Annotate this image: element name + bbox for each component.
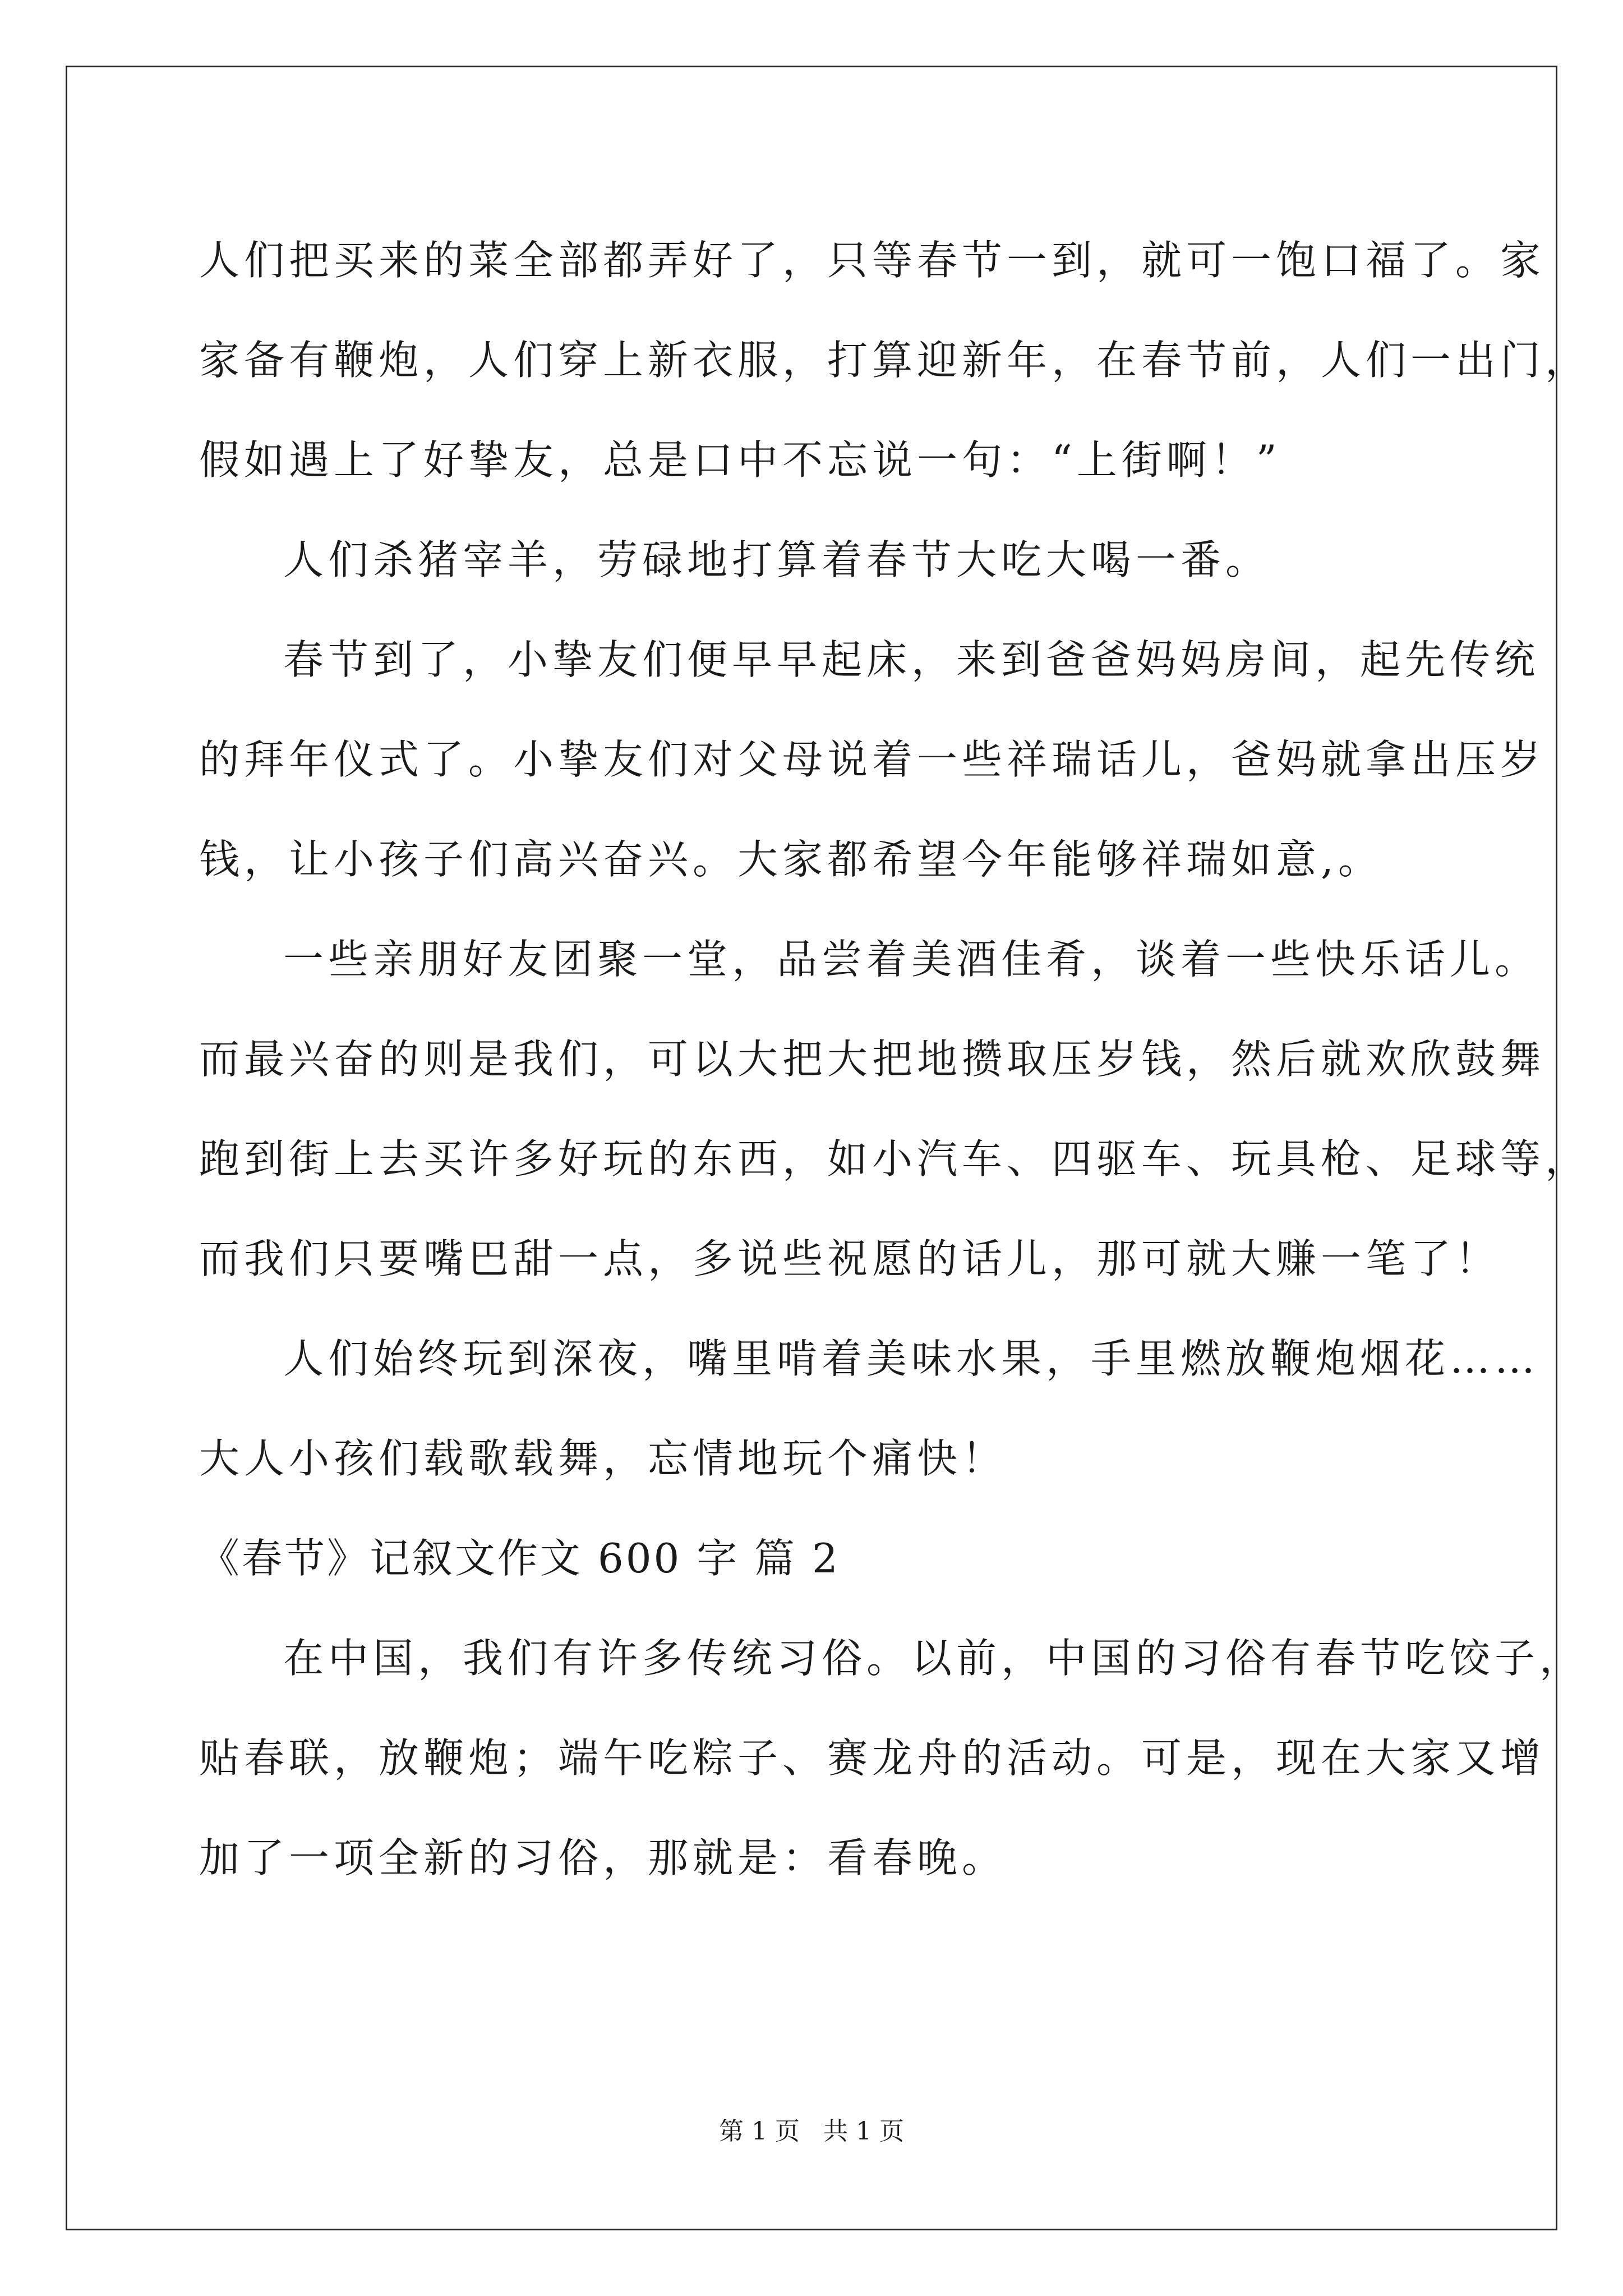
- text-line-15: 在中国，我们有许多传统习俗。以前，中国的习俗有春节吃饺子，: [283, 1635, 1585, 1682]
- text-line-10: 跑到街上去买许多好玩的东西，如小汽车、四驱车、玩具枪、足球等，: [199, 1135, 1590, 1182]
- text-line-1: 人们把买来的菜全部都弄好了，只等春节一到，就可一饱口福了。家: [199, 237, 1546, 284]
- text-line-12: 人们始终玩到深夜，嘴里啃着美味水果，手里燃放鞭炮烟花……: [283, 1335, 1540, 1382]
- page-footer: [0, 2115, 1623, 2148]
- section-heading: 《春节》记叙文作文 600 字 篇 2: [199, 1535, 840, 1582]
- text-line-9: 而最兴奋的则是我们，可以大把大把地攒取压岁钱，然后就欢欣鼓舞: [199, 1036, 1546, 1083]
- text-line-7: 钱，让小孩子们高兴奋兴。大家都希望今年能够祥瑞如意,。: [199, 836, 1383, 883]
- page-number-total: 共 1 页: [823, 2117, 904, 2146]
- text-line-16: 贴春联，放鞭炮；端午吃粽子、赛龙舟的活动。可是，现在大家又增: [199, 1734, 1546, 1782]
- text-line-4: 人们杀猪宰羊，劳碌地打算着春节大吃大喝一番。: [283, 536, 1271, 583]
- text-line-13: 大人小孩们载歌载舞，忘情地玩个痛快！: [199, 1435, 1007, 1482]
- document-body: [199, 210, 1590, 1908]
- text-line-3: 假如遇上了好挚友，总是口中不忘说一句：“上街啊！”: [199, 436, 1281, 484]
- text-line-6: 的拜年仪式了。小挚友们对父母说着一些祥瑞话儿，爸妈就拿出压岁: [199, 736, 1546, 783]
- text-line-8: 一些亲朋好友团聚一堂，品尝着美酒佳肴，谈着一些快乐话儿。: [283, 936, 1540, 983]
- text-line-5: 春节到了，小挚友们便早早起床，来到爸爸妈妈房间，起先传统: [283, 636, 1540, 683]
- text-line-2: 家备有鞭炮，人们穿上新衣服，打算迎新年，在春节前，人们一出门，: [199, 337, 1590, 384]
- text-line-17: 加了一项全新的习俗，那就是：看春晚。: [199, 1834, 1007, 1881]
- text-line-11: 而我们只要嘴巴甜一点，多说些祝愿的话儿，那可就大赚一笔了！: [199, 1235, 1501, 1282]
- page-number-current: 第 1 页: [719, 2117, 800, 2146]
